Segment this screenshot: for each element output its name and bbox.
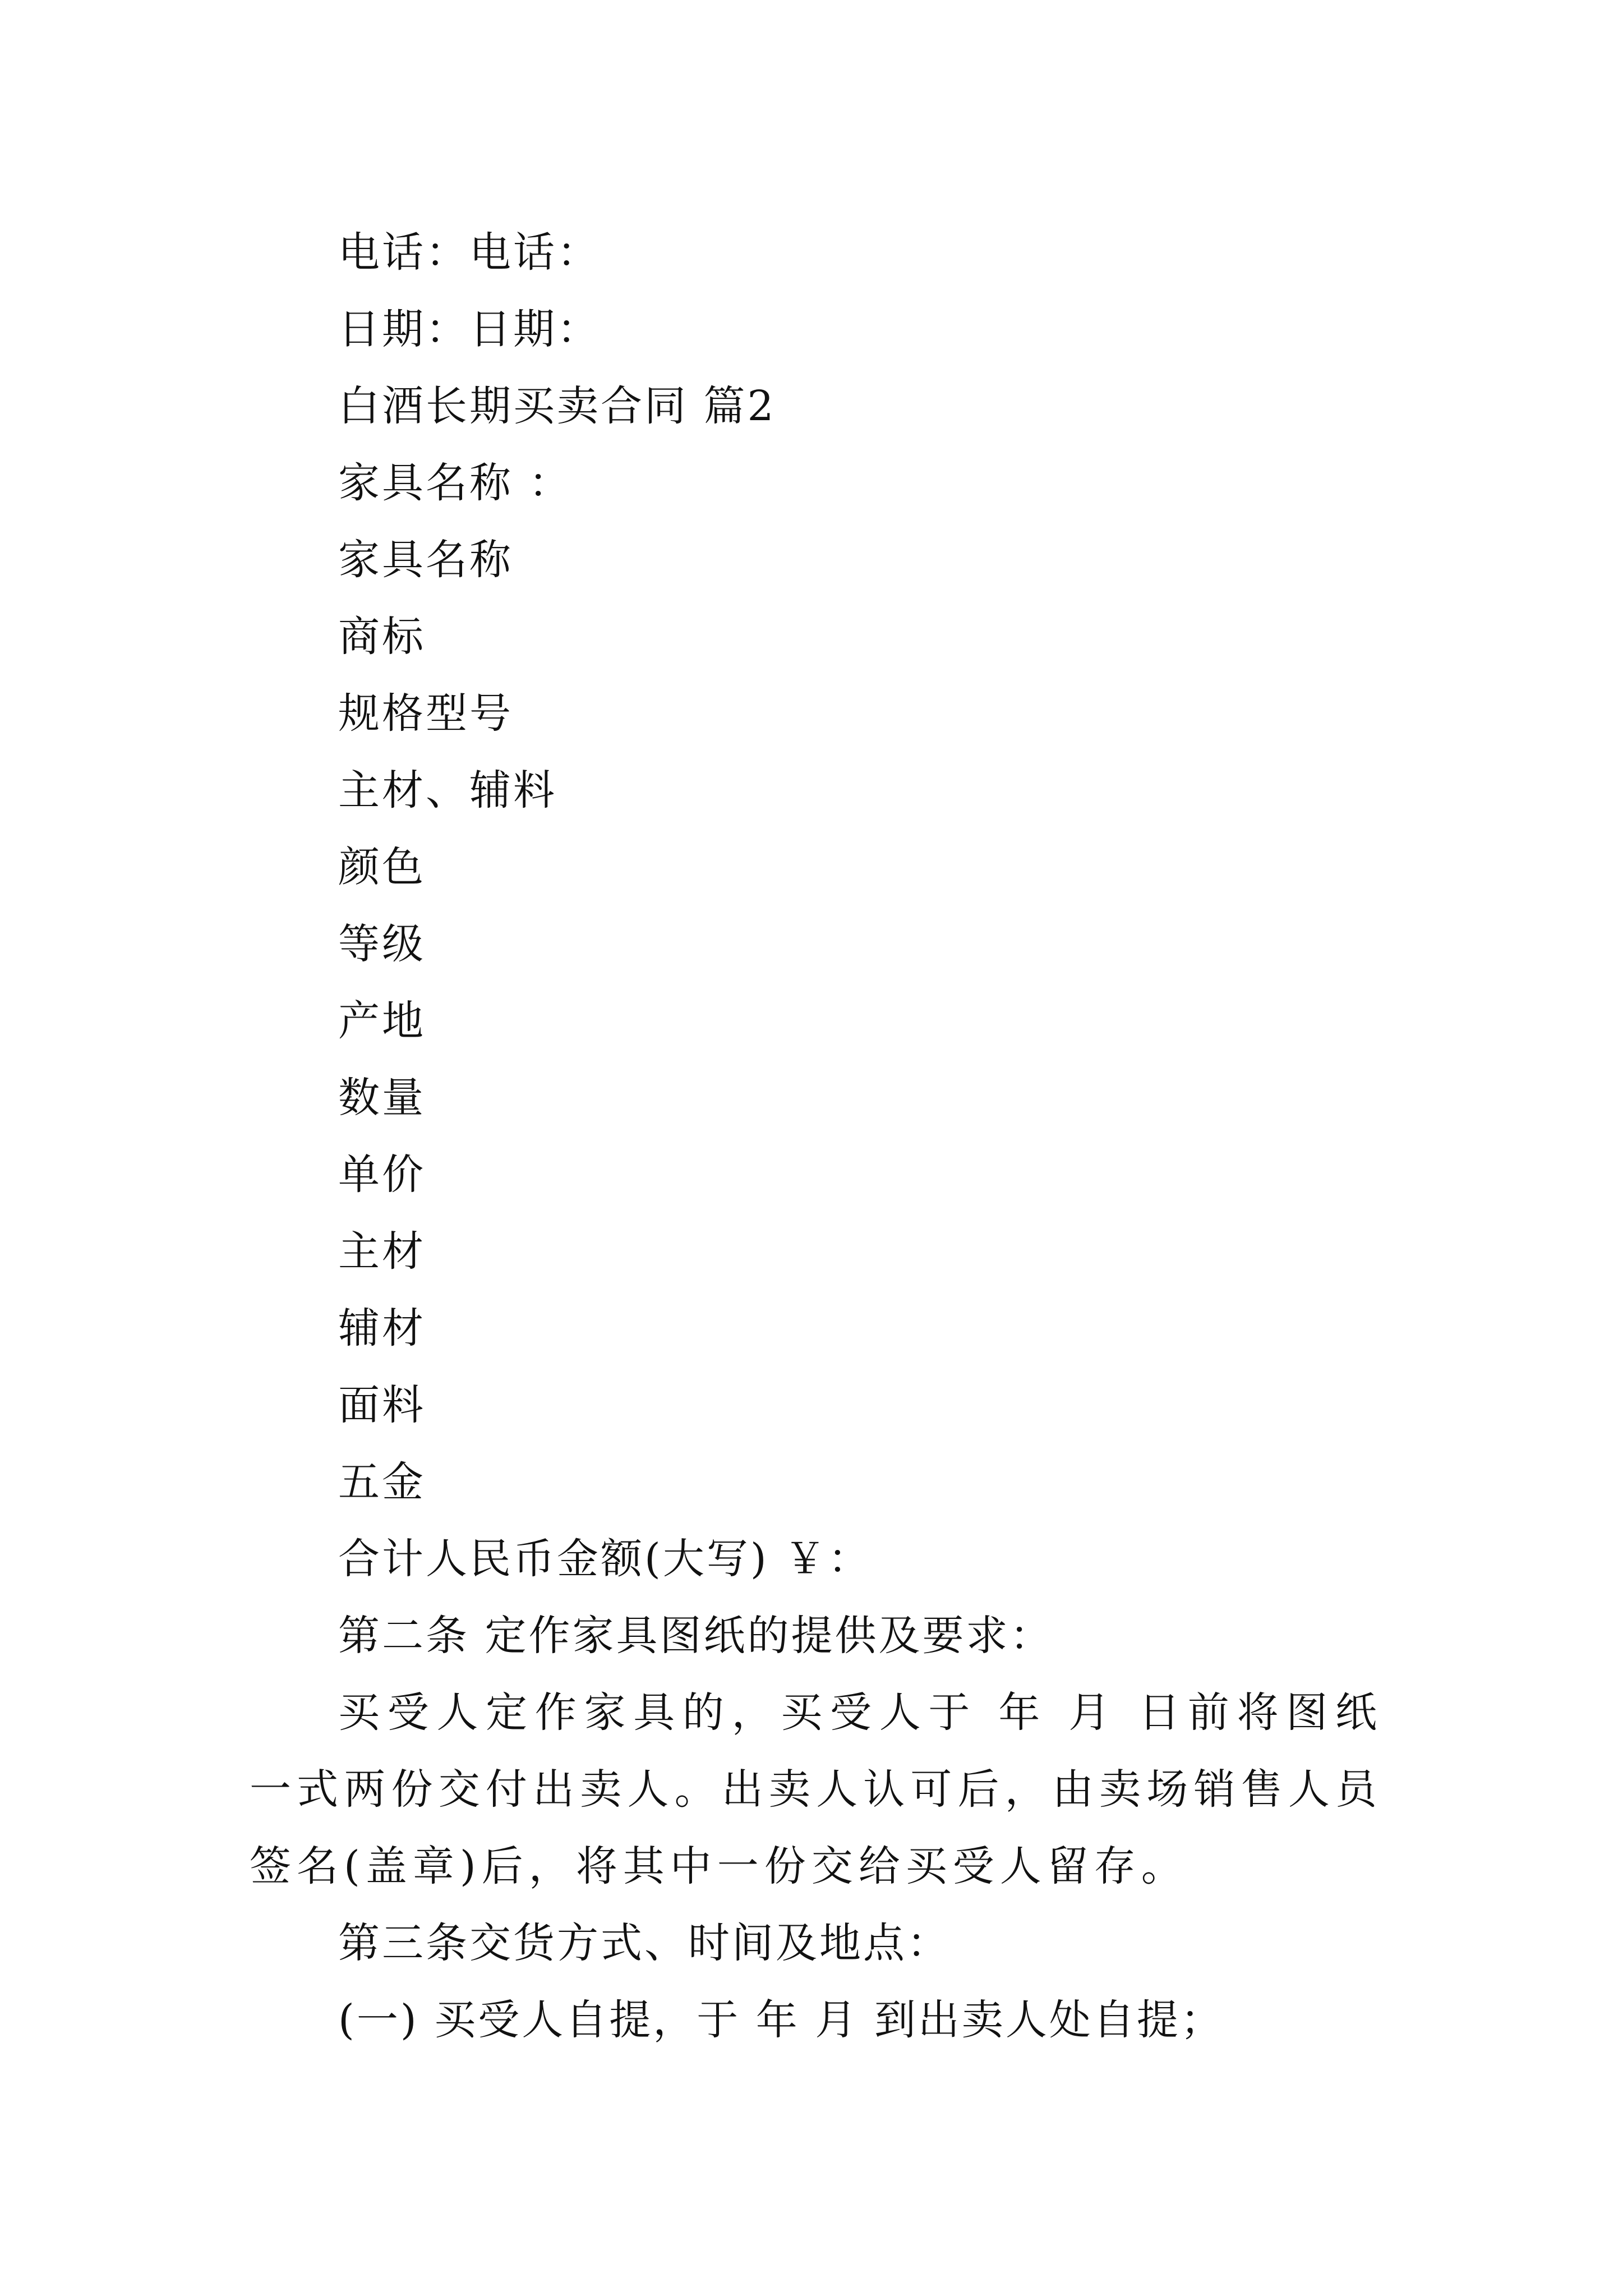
date-line: 日期：日期： — [338, 305, 601, 353]
field-hardware: 五金 — [338, 1458, 426, 1506]
field-origin: 产地 — [338, 997, 426, 1045]
field-fabric: 面料 — [338, 1381, 426, 1429]
field-unit-price: 单价 — [338, 1151, 426, 1199]
article-two-paragraph: 买受人定作家具的，买受人于 年 月 日前将图纸一式两份交付出卖人。出卖人认可后，由卖场销售人员签名(盖章)后，将其中一份交给买受人留存。 — [250, 1688, 1382, 1890]
document-body — [250, 214, 1382, 2059]
field-materials: 主材、辅料 — [338, 766, 557, 815]
field-furniture-name: 家具名称 — [338, 536, 513, 584]
field-main-material: 主材 — [338, 1227, 426, 1276]
delivery-option-one: (一) 买受人自提，于 年 月 到出卖人处自提； — [338, 1996, 1224, 2044]
field-spec-model: 规格型号 — [338, 689, 513, 738]
field-color: 颜色 — [338, 843, 426, 891]
field-total-amount: 合计人民币金额(大写) ￥： — [338, 1535, 872, 1583]
phone-line: 电话：电话： — [338, 228, 601, 277]
field-trademark: 商标 — [338, 613, 426, 661]
field-auxiliary-material: 辅材 — [338, 1304, 426, 1352]
furniture-name-label: 家具名称 ： — [338, 459, 573, 507]
article-two-heading: 第二条 定作家具图纸的提供及要求： — [338, 1612, 1054, 1660]
field-quantity: 数量 — [338, 1074, 426, 1122]
field-grade: 等级 — [338, 920, 426, 968]
section-heading: 白酒长期买卖合同 篇2 — [338, 382, 776, 430]
article-three-heading: 第三条交货方式、时间及地点： — [338, 1919, 951, 1967]
